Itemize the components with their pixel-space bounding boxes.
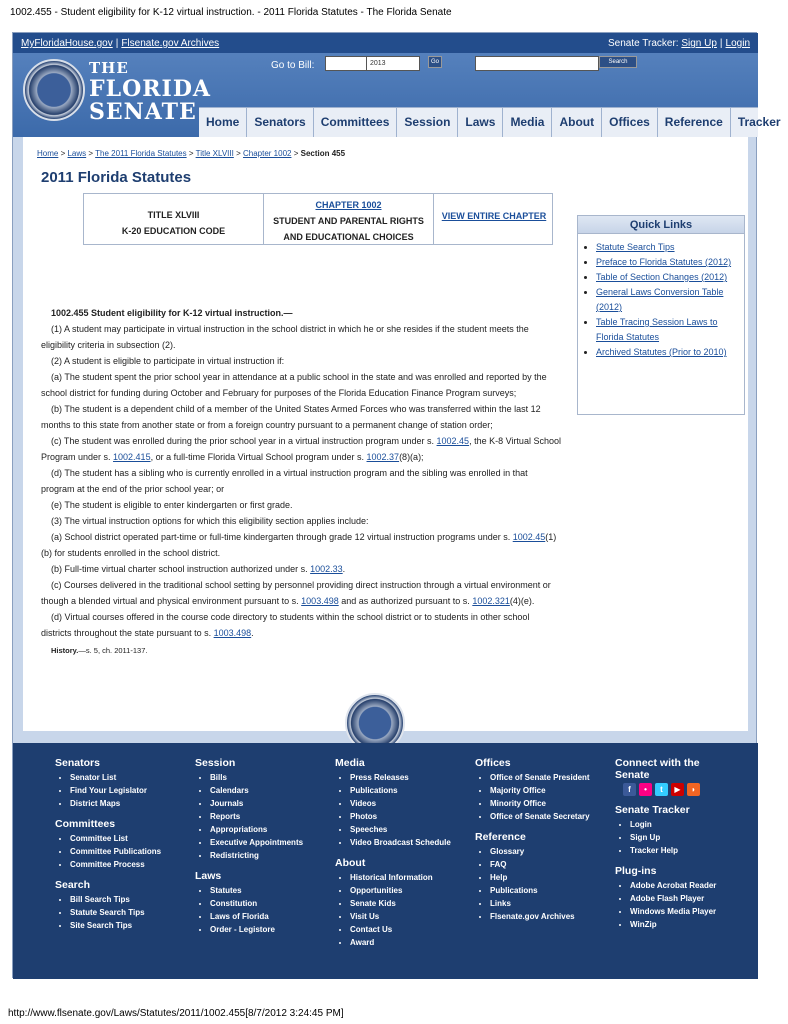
page-title: 2011 Florida Statutes [41, 169, 192, 186]
text: (a) School district operated part-time or full-time kindergarten through grade 12 virtual instruction programs under s. [51, 532, 513, 542]
go-button[interactable]: Go [428, 56, 442, 68]
breadcrumb-laws[interactable]: Laws [67, 149, 87, 158]
breadcrumb [37, 149, 345, 158]
breadcrumb-statutes[interactable]: The 2011 Florida Statutes [95, 149, 187, 158]
footer-list-offices [475, 771, 613, 823]
footer-link[interactable]: • Opportunities [350, 884, 473, 897]
myfloridahouse-link[interactable]: MyFloridaHouse.gov [21, 38, 113, 49]
bill-year-select[interactable]: 2013 [366, 56, 420, 71]
list-item [596, 270, 740, 285]
senate-seal-logo[interactable] [23, 59, 85, 121]
nav-laws[interactable]: Laws [458, 108, 503, 138]
footer-link[interactable]: • Executive Appointments [210, 836, 333, 849]
footer-link[interactable]: • Bills [210, 771, 333, 784]
statute-link-1002-37[interactable]: 1002.37 [366, 452, 400, 462]
footer-link[interactable]: • Committee Process [70, 858, 193, 871]
logo-text-senate[interactable]: SENATE [89, 99, 197, 125]
footer-link[interactable]: • Bill Search Tips [70, 893, 193, 906]
breadcrumb-title[interactable]: Title XLVIII [195, 149, 234, 158]
footer-list-plugins [615, 879, 735, 931]
statute-link-1002-33[interactable]: 1002.33 [310, 564, 343, 574]
breadcrumb-sep: > [60, 149, 66, 158]
footer-col-1 [55, 757, 193, 936]
footer-col-3 [335, 757, 473, 953]
footer-list-search [55, 893, 193, 932]
paragraph-3d [41, 609, 561, 641]
footer-link[interactable]: • Photos [350, 810, 473, 823]
footer-heading-session[interactable]: Session [195, 757, 236, 769]
main-content [23, 137, 748, 731]
footer-link[interactable]: • Find Your Legislator [70, 784, 193, 797]
youtube-icon[interactable]: ▶ [671, 783, 684, 796]
breadcrumb-current: Section 455 [300, 149, 346, 158]
tracker-label: Senate Tracker: [607, 38, 679, 49]
quick-link[interactable]: Table Tracing Session Laws to Florida Statutes [596, 317, 718, 342]
footer-link[interactable]: • Site Search Tips [70, 919, 193, 932]
statute-text [41, 305, 561, 659]
site-header [13, 33, 781, 137]
footer-heading-offices[interactable]: Offices [475, 757, 511, 769]
site-footer [13, 743, 758, 979]
rss-icon[interactable]: ◗ [687, 783, 700, 796]
breadcrumb-sep: > [188, 149, 194, 158]
top-bar: MyFloridaHouse.gov | Flsenate.gov Archives Senate Tracker: Sign Up | Login [13, 33, 758, 53]
nav-session[interactable]: Session [397, 108, 458, 138]
text: (b) Full-time virtual charter school instruction authorized under s. [51, 564, 311, 574]
statute-link-1002-321[interactable]: 1002.321 [472, 596, 510, 606]
history-label: History. [51, 646, 79, 655]
nav-about[interactable]: About [552, 108, 602, 138]
footer-list-laws [195, 884, 333, 936]
nav-reference[interactable]: Reference [658, 108, 731, 138]
main-nav [199, 107, 781, 137]
quick-link[interactable]: Archived Statutes (Prior to 2010) [596, 347, 727, 357]
footer-link[interactable]: • Adobe Flash Player [630, 892, 735, 905]
footer-list-tracker [615, 818, 735, 857]
bill-number-input[interactable] [325, 56, 369, 71]
footer-list-about [335, 871, 473, 949]
footer-heading-tracker[interactable]: Senate Tracker [615, 804, 690, 816]
list-item [596, 240, 740, 255]
subsection-3: (3) The virtual instruction options for which this eligibility section applies include: [51, 516, 369, 526]
footer-link[interactable]: • Office of Senate President [490, 771, 613, 784]
breadcrumb-sep: > [236, 149, 241, 158]
footer-col-5 [615, 757, 735, 935]
footer-link[interactable]: • Links [490, 897, 613, 910]
twitter-icon[interactable]: t [655, 783, 668, 796]
footer-col-4 [475, 757, 613, 927]
footer-link[interactable]: • Historical Information [350, 871, 473, 884]
go-to-bill-label: Go to Bill: [271, 60, 315, 71]
nav-offices[interactable]: Offices [602, 108, 658, 138]
list-item [596, 285, 740, 315]
list-item [596, 315, 740, 345]
text: and as authorized pursuant to s. [338, 596, 473, 606]
footer-link[interactable]: • Committee List [70, 832, 193, 845]
footer-heading-committees[interactable]: Committees [55, 818, 116, 830]
statute-link-1003-498[interactable]: 1003.498 [301, 596, 339, 606]
footer-list-committees [55, 832, 193, 871]
nav-senators[interactable]: Senators [247, 108, 313, 138]
footer-link[interactable]: • Minority Office [490, 797, 613, 810]
footer-link[interactable]: • Sign Up [630, 831, 735, 844]
footer-link[interactable]: • Redistricting [210, 849, 333, 862]
breadcrumb-home[interactable]: Home [37, 149, 59, 158]
chapter-name-line2: AND EDUCATIONAL CHOICES [283, 232, 414, 242]
statute-heading: 1002.455 Student eligibility for K-12 virtual instruction.— [51, 308, 293, 318]
text: (c) The student was enrolled during the prior school year in a virtual instruction program under s. [51, 436, 437, 446]
chapter-link[interactable]: CHAPTER 1002 [315, 200, 382, 210]
nav-committees[interactable]: Committees [314, 108, 398, 138]
footer-link[interactable]: • Senator List [70, 771, 193, 784]
footer-list-reference [475, 845, 613, 923]
nav-tracker[interactable]: Tracker [737, 115, 781, 129]
footer-link[interactable]: • Appropriations [210, 823, 333, 836]
quick-links-list [578, 234, 744, 360]
view-chapter-cell [434, 194, 554, 244]
text: (1)(b) for students enrolled in the school district. [41, 532, 557, 558]
footer-link[interactable]: • Speeches [350, 823, 473, 836]
logo-text-florida[interactable]: FLORIDA [89, 76, 211, 102]
statute-link-1002-45[interactable]: 1002.45 [512, 532, 546, 542]
footer-list-senators [55, 771, 193, 810]
footer-link[interactable]: • Statute Search Tips [70, 906, 193, 919]
paragraph-3a [41, 529, 561, 561]
chapter-table [83, 193, 553, 245]
quick-links-panel [577, 215, 745, 415]
login-link[interactable]: Login [725, 38, 750, 49]
chapter-cell [264, 194, 434, 244]
footer-heading-connect: Connect with the Senate [615, 757, 700, 781]
title-name: K-20 EDUCATION CODE [121, 226, 226, 236]
footer-link[interactable]: • Publications [490, 884, 613, 897]
text: . [251, 628, 254, 638]
list-item [596, 345, 740, 360]
text: , or a full-time Florida Virtual School program under s. [150, 452, 367, 462]
archives-link[interactable]: Flsenate.gov Archives [121, 38, 220, 49]
footer-link[interactable]: • Calendars [210, 784, 333, 797]
footer-link[interactable]: • Press Releases [350, 771, 473, 784]
footer-link[interactable]: • Video Broadcast Schedule [350, 836, 473, 849]
footer-link[interactable]: • Login [630, 818, 735, 831]
footer-link[interactable]: • Order - Legistore [210, 923, 333, 936]
subsection-1: (1) A student may participate in virtual instruction in the school district in which he or she resides if the student meets the eligibility criteria in subsection (2). [41, 324, 529, 350]
footer-link[interactable]: • Help [490, 871, 613, 884]
footer-link[interactable]: • Reports [210, 810, 333, 823]
footer-link[interactable]: • WinZip [630, 918, 735, 931]
statute-link-1003-498[interactable]: 1003.498 [213, 628, 252, 638]
footer-link[interactable]: • Contact Us [350, 923, 473, 936]
footer-link[interactable]: • Visit Us [350, 910, 473, 923]
footer-link[interactable]: • Committee Publications [70, 845, 193, 858]
flickr-icon[interactable]: • [639, 783, 652, 796]
footer-list-session [195, 771, 333, 862]
text: , the K-8 Virtual School Program under s. [41, 436, 561, 462]
facebook-icon[interactable]: f [623, 783, 636, 796]
text: . [342, 564, 346, 574]
search-button[interactable]: Search [599, 56, 637, 68]
footer-heading-reference[interactable]: Reference [475, 831, 526, 843]
title-cell [84, 194, 264, 244]
quick-links-title: Quick Links [578, 216, 744, 234]
quick-link[interactable]: Table of Section Changes (2012) [596, 272, 728, 282]
footer-link[interactable]: • Tracker Help [630, 844, 735, 857]
footer-link[interactable]: • Adobe Acrobat Reader [630, 879, 735, 892]
logo-text-the[interactable]: THE [89, 59, 129, 77]
footer-link[interactable]: • Flsenate.gov Archives [490, 910, 613, 923]
print-header: 1002.455 - Student eligibility for K-12 virtual instruction. - 2011 Florida Statutes - The Florida Senate [10, 7, 452, 18]
footer-link[interactable]: • Senate Kids [350, 897, 473, 910]
breadcrumb-chapter[interactable]: Chapter 1002 [242, 149, 292, 158]
footer-link[interactable]: • Majority Office [490, 784, 613, 797]
text: (c) Courses delivered in the traditional school setting by personnel providing direct instruction through a virtual environment or though a blended virtual and physical environment pursuant to s. [41, 580, 551, 606]
footer-link[interactable]: • FAQ [490, 858, 613, 871]
paragraph-3c [41, 577, 561, 609]
quick-link[interactable]: General Laws Conversion Table (2012) [596, 287, 724, 312]
footer-link[interactable]: • Constitution [210, 897, 333, 910]
site-search-input[interactable] [475, 56, 599, 71]
footer-list-media [335, 771, 473, 849]
footer-heading-about[interactable]: About [335, 857, 366, 869]
paragraph-3b [41, 561, 561, 577]
list-item [596, 255, 740, 270]
paragraph-2d: (d) The student has a sibling who is currently enrolled in a virtual instruction program and the sibling was enrolled in that program at the end of the prior school year; or [41, 468, 528, 494]
text: (d) Virtual courses offered in the course code directory to students within the school district or to students in other school districts throughout the state pursuant to s. [41, 612, 530, 638]
footer-heading-media[interactable]: Media [335, 757, 365, 769]
footer-link[interactable]: • Windows Media Player [630, 905, 735, 918]
statute-link-1002-415[interactable]: 1002.415 [113, 452, 151, 462]
nav-media[interactable]: Media [503, 108, 552, 138]
text: (4)(e). [509, 596, 535, 606]
history-note [41, 643, 561, 659]
view-entire-chapter-link[interactable]: VIEW ENTIRE CHAPTER [441, 211, 547, 221]
paragraph-2e: (e) The student is eligible to enter kindergarten or first grade. [51, 500, 293, 510]
footer-link[interactable]: • Office of Senate Secretary [490, 810, 613, 823]
footer-col-2 [195, 757, 333, 940]
footer-link[interactable]: • Glossary [490, 845, 613, 858]
footer-heading-search[interactable]: Search [55, 879, 91, 891]
statute-link-1002-45[interactable]: 1002.45 [436, 436, 470, 446]
footer-link[interactable]: • Publications [350, 784, 473, 797]
print-footer: http://www.flsenate.gov/Laws/Statutes/2011/1002.455[8/7/2012 3:24:45 PM] [8, 1008, 344, 1019]
footer-link[interactable]: • Award [350, 936, 473, 949]
footer-link[interactable]: • District Maps [70, 797, 193, 810]
page [12, 32, 781, 978]
quick-link[interactable]: Preface to Florida Statutes (2012) [596, 257, 732, 267]
footer-heading-senators[interactable]: Senators [55, 757, 100, 769]
footer-link[interactable]: • Journals [210, 797, 333, 810]
nav-home[interactable]: Home [199, 108, 247, 138]
quick-link[interactable]: Statute Search Tips [596, 242, 675, 252]
history-text: —s. 5, ch. 2011-137. [78, 646, 148, 655]
footer-heading-plugins[interactable]: Plug-ins [615, 865, 657, 877]
chapter-name-line1: STUDENT AND PARENTAL RIGHTS [273, 216, 424, 226]
footer-link[interactable]: • Statutes [210, 884, 333, 897]
paragraph-2b: (b) The student is a dependent child of a member of the United States Armed Forces who was transferred within the last 12 months to this state from another state or from a foreign country pursuant to a permanent change of station order; [41, 404, 541, 430]
paragraph-2c [41, 433, 561, 465]
breadcrumb-sep: > [293, 149, 299, 158]
social-icons [623, 783, 735, 796]
paragraph-2a: (a) The student spent the prior school year in attendance at a public school in the state and was enrolled and reported by the school district for funding during October and February for purposes of the Florida Education Finance Program surveys; [41, 372, 547, 398]
footer-heading-laws[interactable]: Laws [195, 870, 222, 882]
footer-link[interactable]: • Videos [350, 797, 473, 810]
text: (8)(a); [399, 452, 424, 462]
subsection-2: (2) A student is eligible to participate in virtual instruction if: [51, 356, 285, 366]
footer-link[interactable]: • Laws of Florida [210, 910, 333, 923]
signup-link[interactable]: Sign Up [681, 38, 717, 49]
breadcrumb-sep: > [88, 149, 94, 158]
title-number: TITLE XLVIII [147, 210, 200, 220]
